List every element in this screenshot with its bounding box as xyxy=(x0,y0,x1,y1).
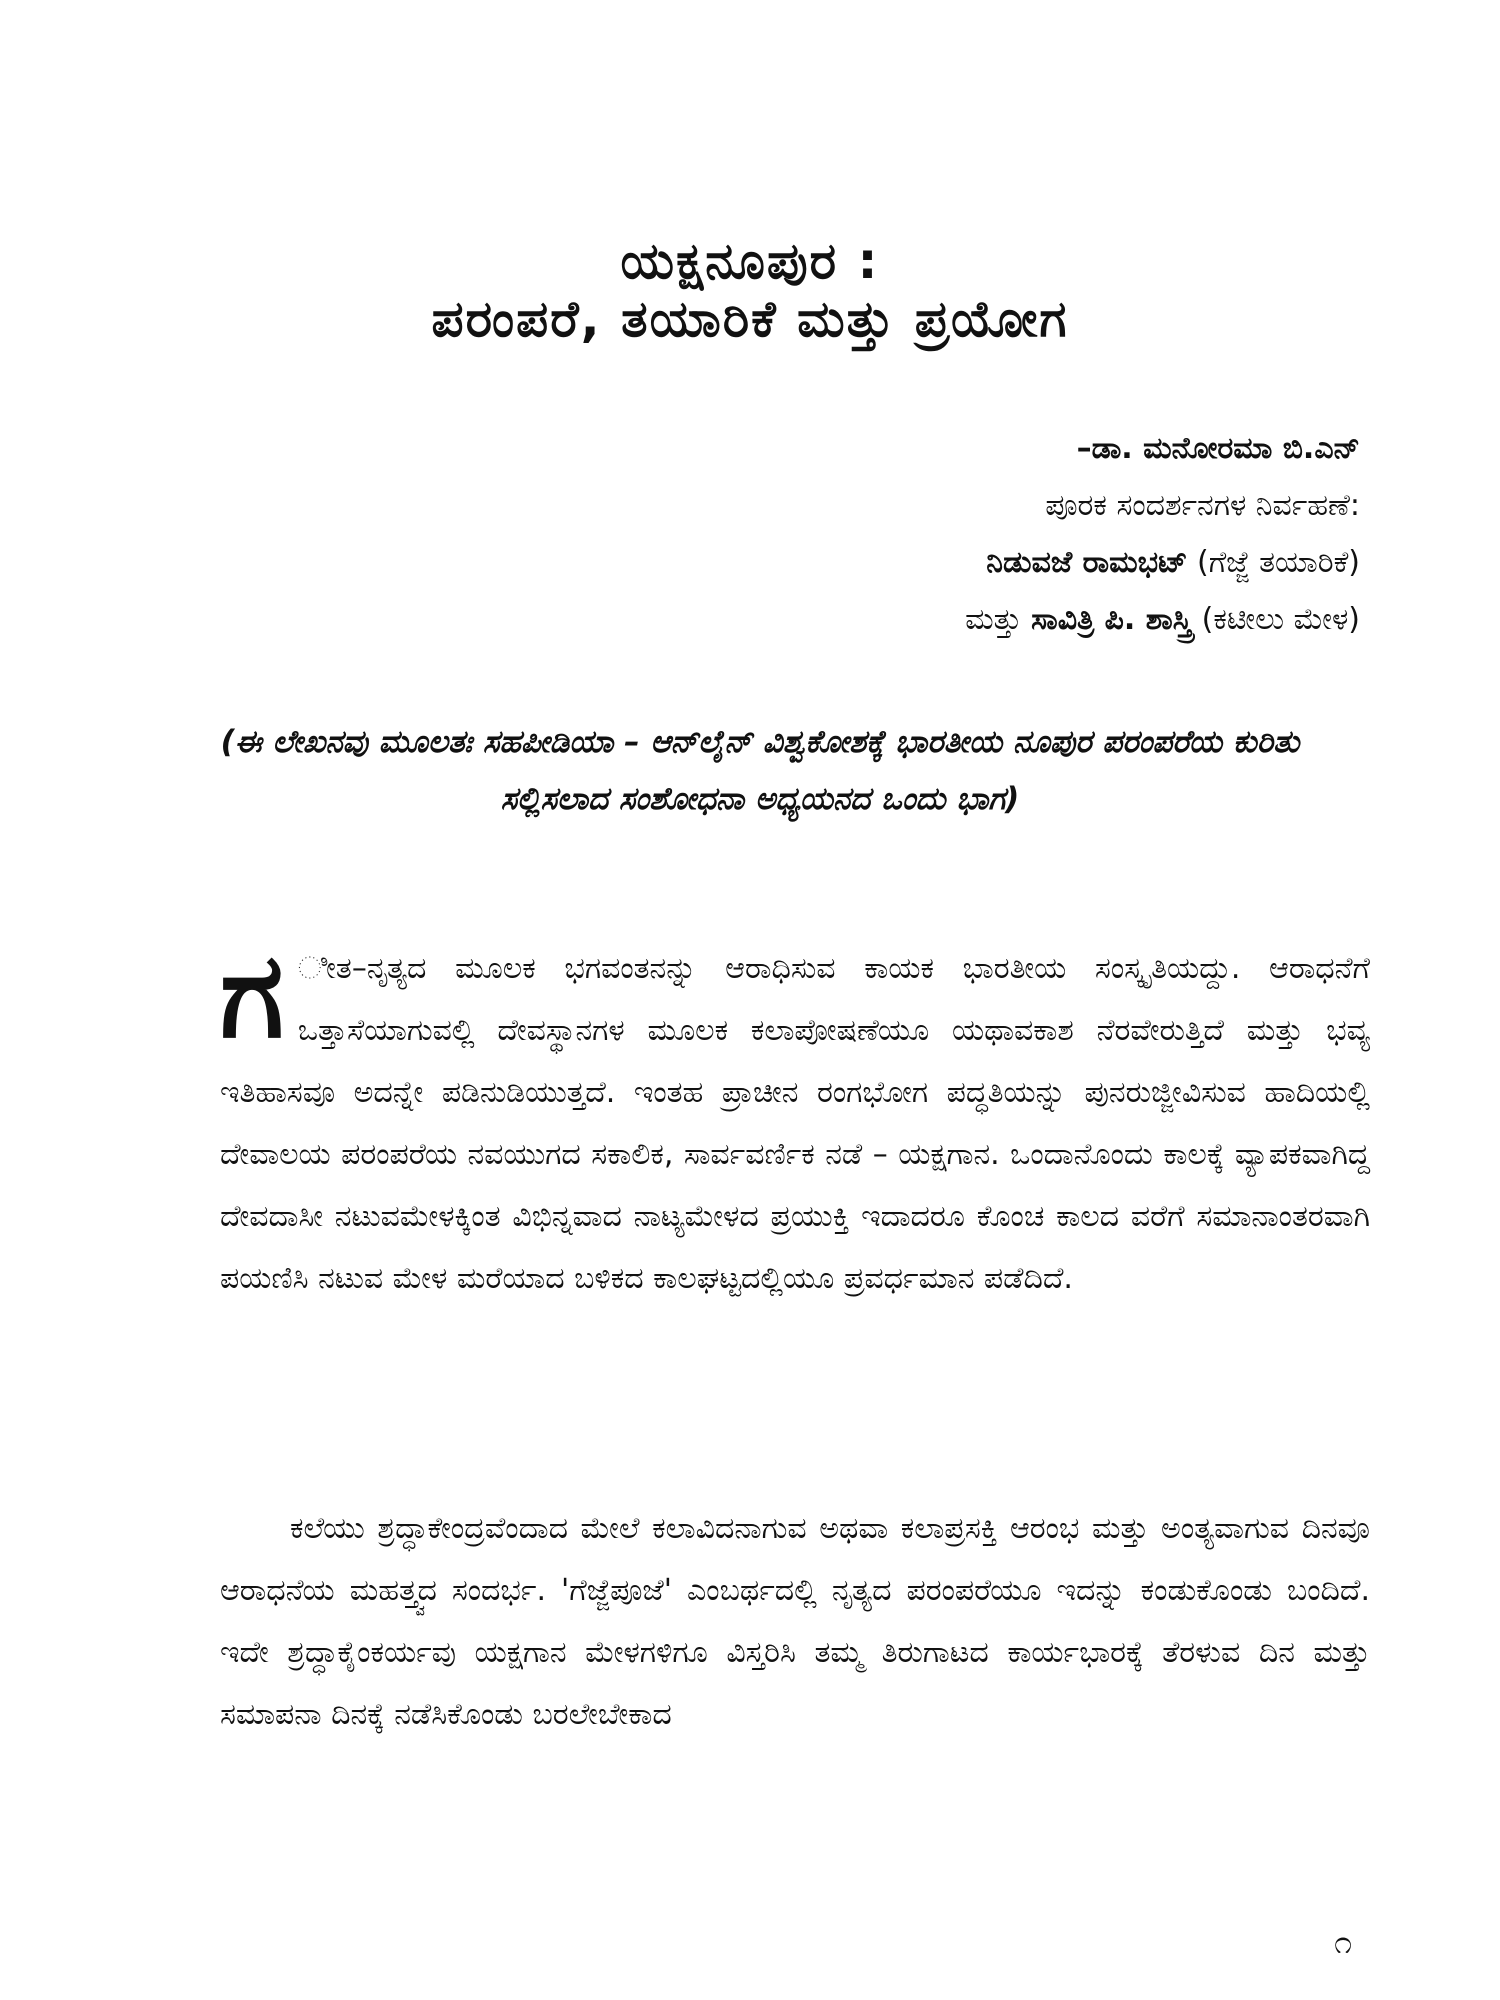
body-paragraph-1 xyxy=(220,925,1370,1310)
interviewee-1-name: ನಿಡುವಜೆ ರಾಮಭಟ್ xyxy=(986,545,1188,580)
article-title-line-2: ಪರಂಪರೆ, ತಯಾರಿಕೆ ಮತ್ತು ಪ್ರಯೋಗ xyxy=(431,290,1069,348)
article-title-line-1: ಯಕ್ಷನೂಪುರ : xyxy=(620,232,880,290)
interviewee-2-role: (ಕಟೀಲು ಮೇಳ) xyxy=(1192,602,1360,637)
interviewee-2 xyxy=(360,591,1360,648)
drop-cap: ಗ xyxy=(220,925,284,1064)
interviewee-2-name: ಸಾವಿತ್ರಿ ಪಿ. ಶಾಸ್ತ್ರಿ xyxy=(1031,602,1193,637)
credits-block xyxy=(360,420,1360,648)
body-paragraph-2: ಕಲೆಯು ಶ್ರದ್ಧಾಕೇಂದ್ರವೆಂದಾದ ಮೇಲೆ ಕಲಾವಿದನಾಗುವ ಅಥವಾ ಕಲಾಪ್ರಸಕ್ತಿ ಆರಂಭ ಮತ್ತು ಅಂತ್ಯವಾಗುವ ದಿನವೂ ಆರಾಧನೆಯ ಮಹತ್ತ್ವದ ಸಂದರ್ಭ. 'ಗೆಜ್ಜೆಪೂಜೆ' ಎಂಬರ್ಥದಲ್ಲಿ ನೃತ್ಯದ ಪರಂಪರೆಯೂ ಇದನ್ನು ಕಂಡುಕೊಂಡು ಬಂದಿದೆ. ಇದೇ ಶ್ರದ್ಧಾಕೈಂಕರ್ಯವು ಯಕ್ಷಗಾನ ಮೇಳಗಳಿಗೂ ವಿಸ್ತರಿಸಿ ತಮ್ಮ ತಿರುಗಾಟದ ಕಾರ್ಯಭಾರಕ್ಕೆ ತೆರಳುವ ದಿನ ಮತ್ತು ಸಮಾಪನಾ ದಿನಕ್ಕೆ ನಡೆಸಿಕೊಂಡು ಬರಲೇಬೇಕಾದ xyxy=(220,1511,1370,1732)
interviewee-1 xyxy=(360,534,1360,591)
interviewee-1-role: (ಗೆಜ್ಜೆ ತಯಾರಿಕೆ) xyxy=(1187,545,1360,580)
page-number: ೧ xyxy=(1334,1923,1352,1961)
interview-credit-heading: ಪೂರಕ ಸಂದರ್ಶನಗಳ ನಿರ್ವಹಣೆ: xyxy=(1045,488,1360,523)
author-name: –ಡಾ. ಮನೋರಮಾ ಬಿ.ಎನ್ xyxy=(1076,431,1360,466)
paragraph-1-text: ೀತ–ನೃತ್ಯದ ಮೂಲಕ ಭಗವಂತನನ್ನು ಆರಾಧಿಸುವ ಕಾಯಕ ಭಾರತೀಯ ಸಂಸ್ಕೃತಿಯದ್ದು. ಆರಾಧನೆಗೆ ಒತ್ತಾಸೆಯಾಗುವಲ್ಲಿ ದೇವಸ್ಥಾನಗಳ ಮೂಲಕ ಕಲಾಪೋಷಣೆಯೂ ಯಥಾವಕಾಶ ನೆರವೇರುತ್ತಿದೆ ಮತ್ತು ಭವ್ಯ ಇತಿಹಾಸವೂ ಅದನ್ನೇ ಪಡಿನುಡಿಯುತ್ತದೆ. ಇಂತಹ ಪ್ರಾಚೀನ ರಂಗಭೋಗ ಪದ್ಧತಿಯನ್ನು ಪುನರುಜ್ಜೀವಿಸುವ ಹಾದಿಯಲ್ಲಿ ದೇವಾಲಯ ಪರಂಪರೆಯ ನವಯುಗದ ಸಕಾಲಿಕ, ಸಾರ್ವವರ್ಣಿಕ ನಡೆ – ಯಕ್ಷಗಾನ. ಒಂದಾನೊಂದು ಕಾಲಕ್ಕೆ ವ್ಯಾಪಕವಾಗಿದ್ದ ದೇವದಾಸೀ ನಟುವಮೇಳಕ್ಕಿಂತ ವಿಭಿನ್ನವಾದ ನಾಟ್ಯಮೇಳದ ಪ್ರಯುಕ್ತಿ ಇದಾದರೂ ಕೊಂಚ ಕಾಲದ ವರೆಗೆ ಸಮಾನಾಂತರವಾಗಿ ಪಯಣಿಸಿ ನಟುವ ಮೇಳ ಮರೆಯಾದ ಬಳಿಕದ ಕಾಲಘಟ್ಟದಲ್ಲಿಯೂ ಪ್ರವರ್ಧಮಾನ ಪಡೆದಿದೆ. xyxy=(220,951,1370,1296)
source-note: (ಈ ಲೇಖನವು ಮೂಲತಃ ಸಹಪೀಡಿಯಾ – ಆನ್‌ಲೈನ್ ವಿಶ್ವಕೋಶಕ್ಕೆ ಭಾರತೀಯ ನೂಪುರ ಪರಂಪರೆಯ ಕುರಿತು ಸಲ್ಲಿಸಲಾದ ಸಂಶೋಧನಾ ಅಧ್ಯಯನದ ಒಂದು ಭಾಗ) xyxy=(220,724,1300,817)
interviewee-2-prefix: ಮತ್ತು xyxy=(965,602,1032,637)
